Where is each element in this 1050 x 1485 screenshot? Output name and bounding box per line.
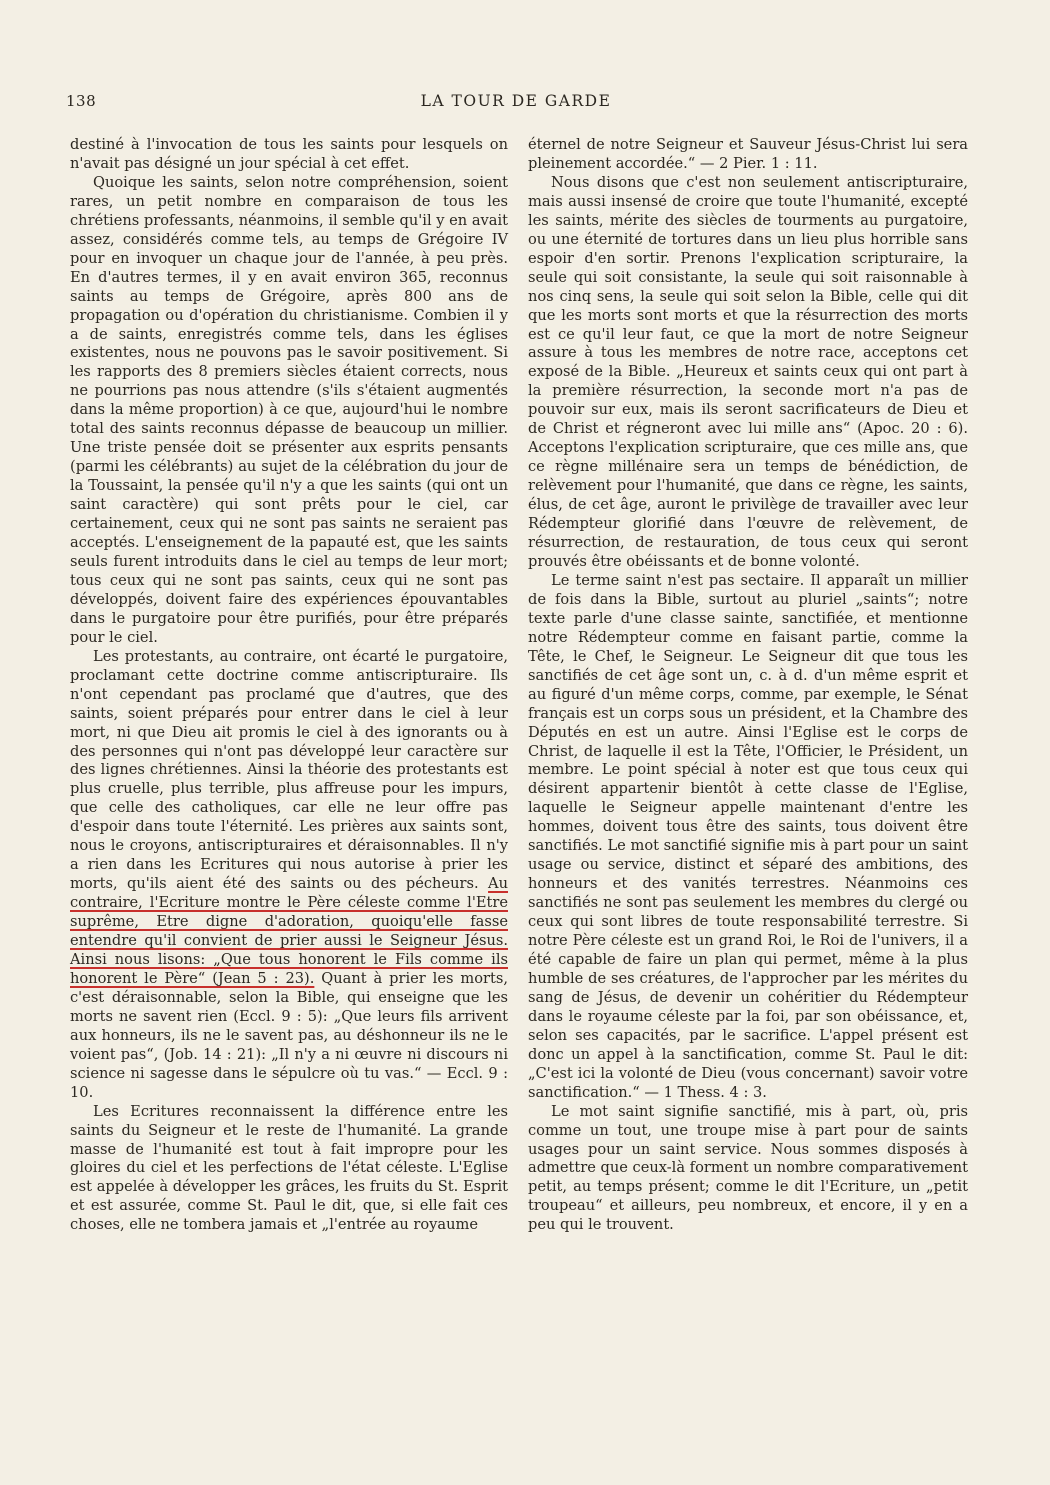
red-underlined-passage: Au contraire, l'Ecriture montre le Père céleste comme l'Etre suprême, Etre digne d'adoration, quoiqu'elle fasse entendre qu'il convient de prier aussi le Seigneur Jésus. Ainsi nous lisons: „Que tous honorent le Fils comme ils honorent le Père“ (Jean 5 : 23). bbox=[70, 875, 508, 987]
left-column bbox=[70, 136, 508, 1235]
page-header bbox=[66, 92, 966, 116]
paragraph: Nous disons que c'est non seulement antiscripturaire, mais aussi insensé de croire que toute l'humanité, excepté les saints, mérite des siècles de tourments au purgatoire, ou une éternité de tortures dans un lieu plus horrible sans espoir d'en sortir. Prenons l'explication scripturaire, la seule qui soit consistante, la seule qui soit raisonnable à nos cinq sens, la seule qui soit selon la Bible, celle qui dit que les morts sont morts et que la résurrection des morts est ce qu'il leur faut, ce que la mort de notre Seigneur assure à tous les membres de notre race, acceptons cet exposé de la Bible. „Heureux et saints ceux qui ont part à la première résurrection, la seconde mort n'a pas de pouvoir sur eux, mais ils seront sacrificateurs de Dieu et de Christ et régneront avec lui mille ans“ (Apoc. 20 : 6). Acceptons l'explication scripturaire, que ces mille ans, que ce règne millénaire sera un temps de bénédiction, de relèvement pour l'humanité, que dans ce règne, les saints, élus, de cet âge, auront le privilège de travailler avec leur Rédempteur glorifié dans l'œuvre de relèvement, de résurrection, de restauration, de tous ceux qui seront prouvés être obéissants et de bonne volonté. bbox=[528, 173, 968, 570]
paragraph: Le terme saint n'est pas sectaire. Il apparaît un millier de fois dans la Bible, surtout au pluriel „saints“; notre texte parle d'une classe sainte, sanctifiée, et mentionne notre Rédempteur comme en faisant partie, comme la Tête, le Chef, le Seigneur. Le Seigneur dit que tous les sanctifiés de cet âge sont un, c. à d. d'un même esprit et au figuré d'un même corps, comme, par exemple, le Sénat français est un corps sous un président, et la Chambre des Députés en est un autre. Ainsi l'Eglise est le corps de Christ, de laquelle il est la Tête, l'Officier, le Président, un membre. Le point spécial à noter est que tous ceux qui désirent appartenir bientôt à cette classe de l'Eglise, laquelle le Seigneur appelle maintenant d'entre les hommes, doivent tous être des saints, tous doivent être sanctifiés. Le mot sanctifié signifie mis à part pour un saint usage ou service, distinct et séparé des ambitions, des honneurs et des vanités terrestres. Néanmoins ces sanctifiés ne sont pas seulement les membres du clergé ou ceux qui sont libres de toute responsabilité terrestre. Si notre Père céleste est un grand Roi, le Roi de l'univers, il a été capable de faire un plan qui permet, même à la plus humble de ses créatures, de l'approcher par les mérites du sang de Jésus, de devenir un cohéritier du Rédempteur dans le royaume céleste par la foi, par son obéissance, et, selon ses capacités, par le sacrifice. L'appel présent est donc un appel à la sanctification, comme St. Paul le dit: „C'est ici la volonté de Dieu (vous concernant) savoir votre sanctification.“ — 1 Thess. 4 : 3. bbox=[528, 571, 968, 1101]
paragraph: destiné à l'invocation de tous les saints pour lesquels on n'avait pas désigné un jour spécial à cet effet. bbox=[70, 136, 508, 172]
paragraph: Quoique les saints, selon notre compréhension, soient rares, un petit nombre en comparaison de tous les chrétiens professants, néanmoins, il semble qu'il y en avait assez, considérés comme tels, au temps de Grégoire IV pour en invoquer un chaque jour de l'année, à peu près. En d'autres termes, il y en avait environ 365, reconnus saints au temps de Grégoire, après 800 ans de propagation ou d'opération du christianisme. Combien il y a de saints, enregistrés comme tels, dans les églises existentes, nous ne pouvons pas le savoir positivement. Si les rapports des 8 premiers siècles étaient corrects, nous ne pourrions pas nous attendre (s'ils s'étaient augmentés dans la même proportion) à ce que, aujourd'hui le nombre total des saints reconnus dépasse de beaucoup un millier. Une triste pensée doit se présenter aux esprits pensants (parmi les célébrants) au sujet de la célébration du jour de la Toussaint, la pensée qu'il n'y a que les saints (qui ont un saint caractère) qui sont prêts pour le ciel, car certainement, ceux qui ne sont pas saints ne seraient pas acceptés. L'enseignement de la papauté est, que les saints seuls furent introduits dans le ciel au temps de leur mort; tous ceux qui ne sont pas saints, ceux qui ne sont pas développés, doivent faire des expériences épouvantables dans le purgatoire pour être purifiés, pour être préparés pour le ciel. bbox=[70, 173, 509, 646]
page-number: 138 bbox=[66, 92, 97, 110]
paragraph-text: Les protestants, au contraire, ont écarté le purgatoire, proclamant cette doctrine comme antiscripturaire. Ils n'ont cependant pas proclamé que d'autres, que des saints, soient préparés pour entrer dans le ciel à leur mort, ni que Dieu ait promis le ciel à des ignorants ou à des personnes qui n'ont pas développé leur caractère sur des lignes chrétiennes. Ainsi la théorie des protestants est plus cruelle, plus terrible, plus affreuse pour les impurs, que celle des catholiques, car elle ne leur offre pas d'espoir dans toute l'éternité. Les prières aux saints sont, nous le croyons, antiscripturaires et déraisonnables. Il n'y a rien dans les Ecritures qui nous autorise à prier les morts, qu'ils aient été des saints ou des pécheurs. bbox=[70, 647, 508, 893]
paragraph: Les Ecritures reconnaissent la différence entre les saints du Seigneur et le reste de l'humanité. La grande masse de l'humanité est tout à fait impropre pour les gloires du ciel et les perfections de l'état céleste. L'Eglise est appelée à développer les grâces, les fruits du St. Esprit et est assurée, comme St. Paul le dit, que, si elle fait ces choses, elle ne tombera jamais et „l'entrée au royaume bbox=[70, 1102, 508, 1234]
paragraph-with-highlight bbox=[70, 648, 508, 1103]
paragraph: Le mot saint signifie sanctifié, mis à part, où, pris comme un tout, une troupe mise à part pour de saints usages pour un saint service. Nous sommes disposés à admettre que ceux-là forment un nombre comparativement petit, au temps présent; comme le dit l'Ecriture, un „petit troupeau“ et ailleurs, peu nombreux, et encore, il y en a peu qui le trouvent. bbox=[528, 1102, 968, 1234]
paragraph-text: Quant à prier les morts, c'est déraisonnable, selon la Bible, qui enseigne que les morts ne savent rien (Eccl. 9 : 5): „Que leurs fils arrivent aux honneurs, ils ne le savent pas, au déshonneur ils ne le voient pas“, (Job. 14 : 21): „Il n'y a ni œuvre ni discours ni science ni sagesse dans le sépulcre où tu vas.“ — Eccl. 9 : 10. bbox=[70, 969, 508, 1101]
paragraph: éternel de notre Seigneur et Sauveur Jésus-Christ lui sera pleinement accordée.“ — 2 Pier. 1 : 11. bbox=[528, 136, 968, 172]
right-column bbox=[528, 136, 968, 1235]
running-title: LA TOUR DE GARDE bbox=[420, 92, 612, 110]
